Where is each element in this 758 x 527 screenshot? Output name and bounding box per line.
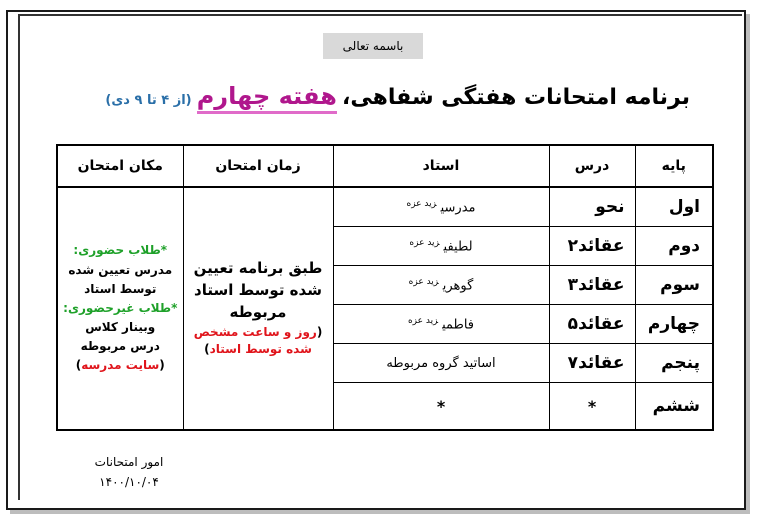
- col-header-grade: پایه: [635, 145, 713, 187]
- col-header-time: زمان امتحان: [183, 145, 333, 187]
- teacher-cell: [333, 305, 549, 344]
- grade-cell: اول: [635, 187, 713, 227]
- basmala-label: باسمه تعالی: [323, 33, 423, 59]
- subject-cell: عقائد۲: [549, 227, 635, 266]
- in-person-label: *طلاب حضوری:: [73, 243, 168, 258]
- table-header-row: [57, 145, 713, 187]
- teacher-cell: [333, 266, 549, 305]
- col-header-teacher: استاد: [333, 145, 549, 187]
- teacher-name: گوهری: [442, 278, 474, 294]
- subject-cell: عقائد۳: [549, 266, 635, 305]
- subject-cell: عقائد۷: [549, 344, 635, 383]
- footer-date: ۱۴۰۰/۱۰/۰۴: [99, 475, 159, 489]
- subject-cell: *: [549, 383, 635, 431]
- in-person-line-2: توسط استاد: [84, 281, 157, 296]
- subject-cell: عقائد۵: [549, 305, 635, 344]
- grade-cell: ششم: [635, 383, 713, 431]
- time-line-2: شده توسط استاد: [194, 281, 322, 300]
- title-date-range: (از ۴ تا ۹ دی): [105, 93, 192, 108]
- teacher-cell: [333, 227, 549, 266]
- remote-line-2: درس مربوطه: [80, 339, 160, 354]
- grade-cell: چهارم: [635, 305, 713, 344]
- teacher-name: فاطمی: [442, 317, 475, 333]
- time-note-1: (روز و ساعت مشخص: [193, 324, 323, 339]
- teacher-cell: [333, 187, 549, 227]
- time-line-1: طبق برنامه تعیین: [193, 259, 323, 278]
- title-week: هفته چهارم: [197, 82, 337, 114]
- remote-label: *طلاب غیرحضوری:: [63, 300, 178, 315]
- teacher-name: لطیفی: [443, 239, 473, 255]
- grade-cell: دوم: [635, 227, 713, 266]
- exam-table: [56, 144, 714, 431]
- time-note-2: شده توسط استاد): [204, 342, 312, 357]
- honorific: زید عزه: [409, 237, 440, 248]
- col-header-place: مکان امتحان: [57, 145, 183, 187]
- in-person-line-1: مدرس تعیین شده: [68, 262, 173, 277]
- remote-line-1: وبینار کلاس: [85, 320, 156, 335]
- exam-place-cell: [57, 187, 183, 430]
- page-title: [70, 82, 690, 122]
- time-line-3: مربوطه: [229, 302, 287, 321]
- exam-time-cell: [183, 187, 333, 430]
- grade-cell: سوم: [635, 266, 713, 305]
- title-main: برنامه امتحانات هفتگی شفاهی،: [341, 85, 690, 110]
- grade-cell: پنجم: [635, 344, 713, 383]
- col-header-subject: درس: [549, 145, 635, 187]
- footer-dept: امور امتحانات: [94, 455, 164, 469]
- honorific: زید عزه: [406, 198, 437, 209]
- subject-cell: نحو: [549, 187, 635, 227]
- honorific: زید عزه: [407, 315, 439, 326]
- table-row: [57, 187, 713, 227]
- teacher-name: مدرسی: [440, 200, 476, 216]
- footer-signature: [84, 452, 174, 492]
- teacher-cell: *: [333, 383, 549, 431]
- school-site-note: (سایت مدرسه): [75, 358, 165, 373]
- teacher-cell: اساتید گروه مربوطه: [333, 344, 549, 383]
- honorific: زید عزه: [408, 276, 439, 287]
